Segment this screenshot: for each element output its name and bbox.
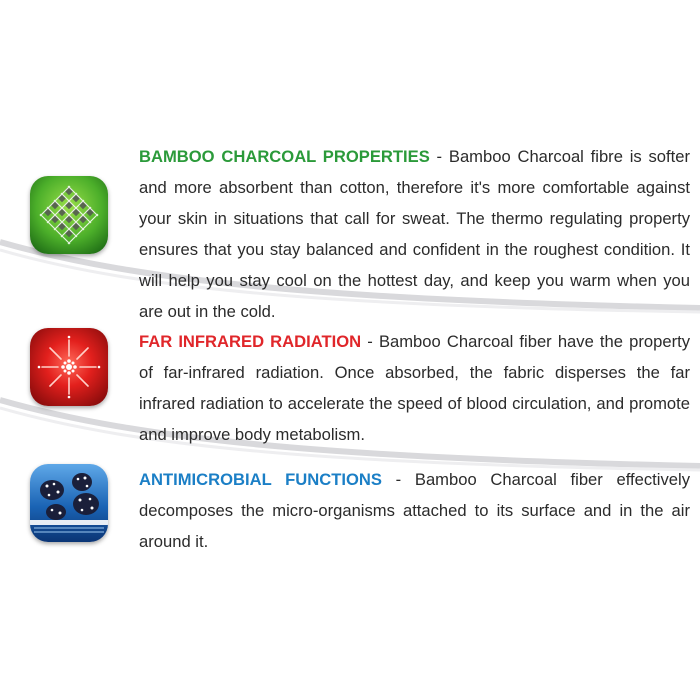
red-radiation-icon [30, 328, 108, 406]
section-heading: FAR INFRARED RADIATION [139, 332, 362, 351]
separator: - [381, 470, 415, 489]
separator: - [429, 147, 449, 166]
section-heading: ANTIMICROBIAL FUNCTIONS [139, 470, 382, 489]
separator: - [361, 332, 379, 351]
far-infrared-text [139, 326, 690, 450]
section-heading: BAMBOO CHARCOAL PROPERTIES [139, 147, 430, 166]
section-body: Bamboo Charcoal fiber have the property of far-infrared radiation. Once absorbed, the fabric disperses the far infrared radiation to accelerate the speed of blood circulation, and promote and improve body metabolism. [139, 332, 691, 444]
bamboo-charcoal-text [139, 141, 690, 327]
section-body: Bamboo Charcoal fiber effectively decomposes the micro-organisms attached to its surface and in the air around it. [139, 470, 690, 551]
antimicrobial-text [139, 464, 690, 557]
section-body: Bamboo Charcoal fibre is softer and more absorbent than cotton, therefore it's more comfortable against your skin in situations that call for sweat. The thermo regulating property ensures that you stay balanced and confident in the roughest condition. It will help you stay cool on the hottest day, and keep you warm when you are out in the cold. [139, 147, 690, 321]
green-mesh-icon [30, 176, 108, 254]
blue-microbe-icon [30, 464, 108, 542]
